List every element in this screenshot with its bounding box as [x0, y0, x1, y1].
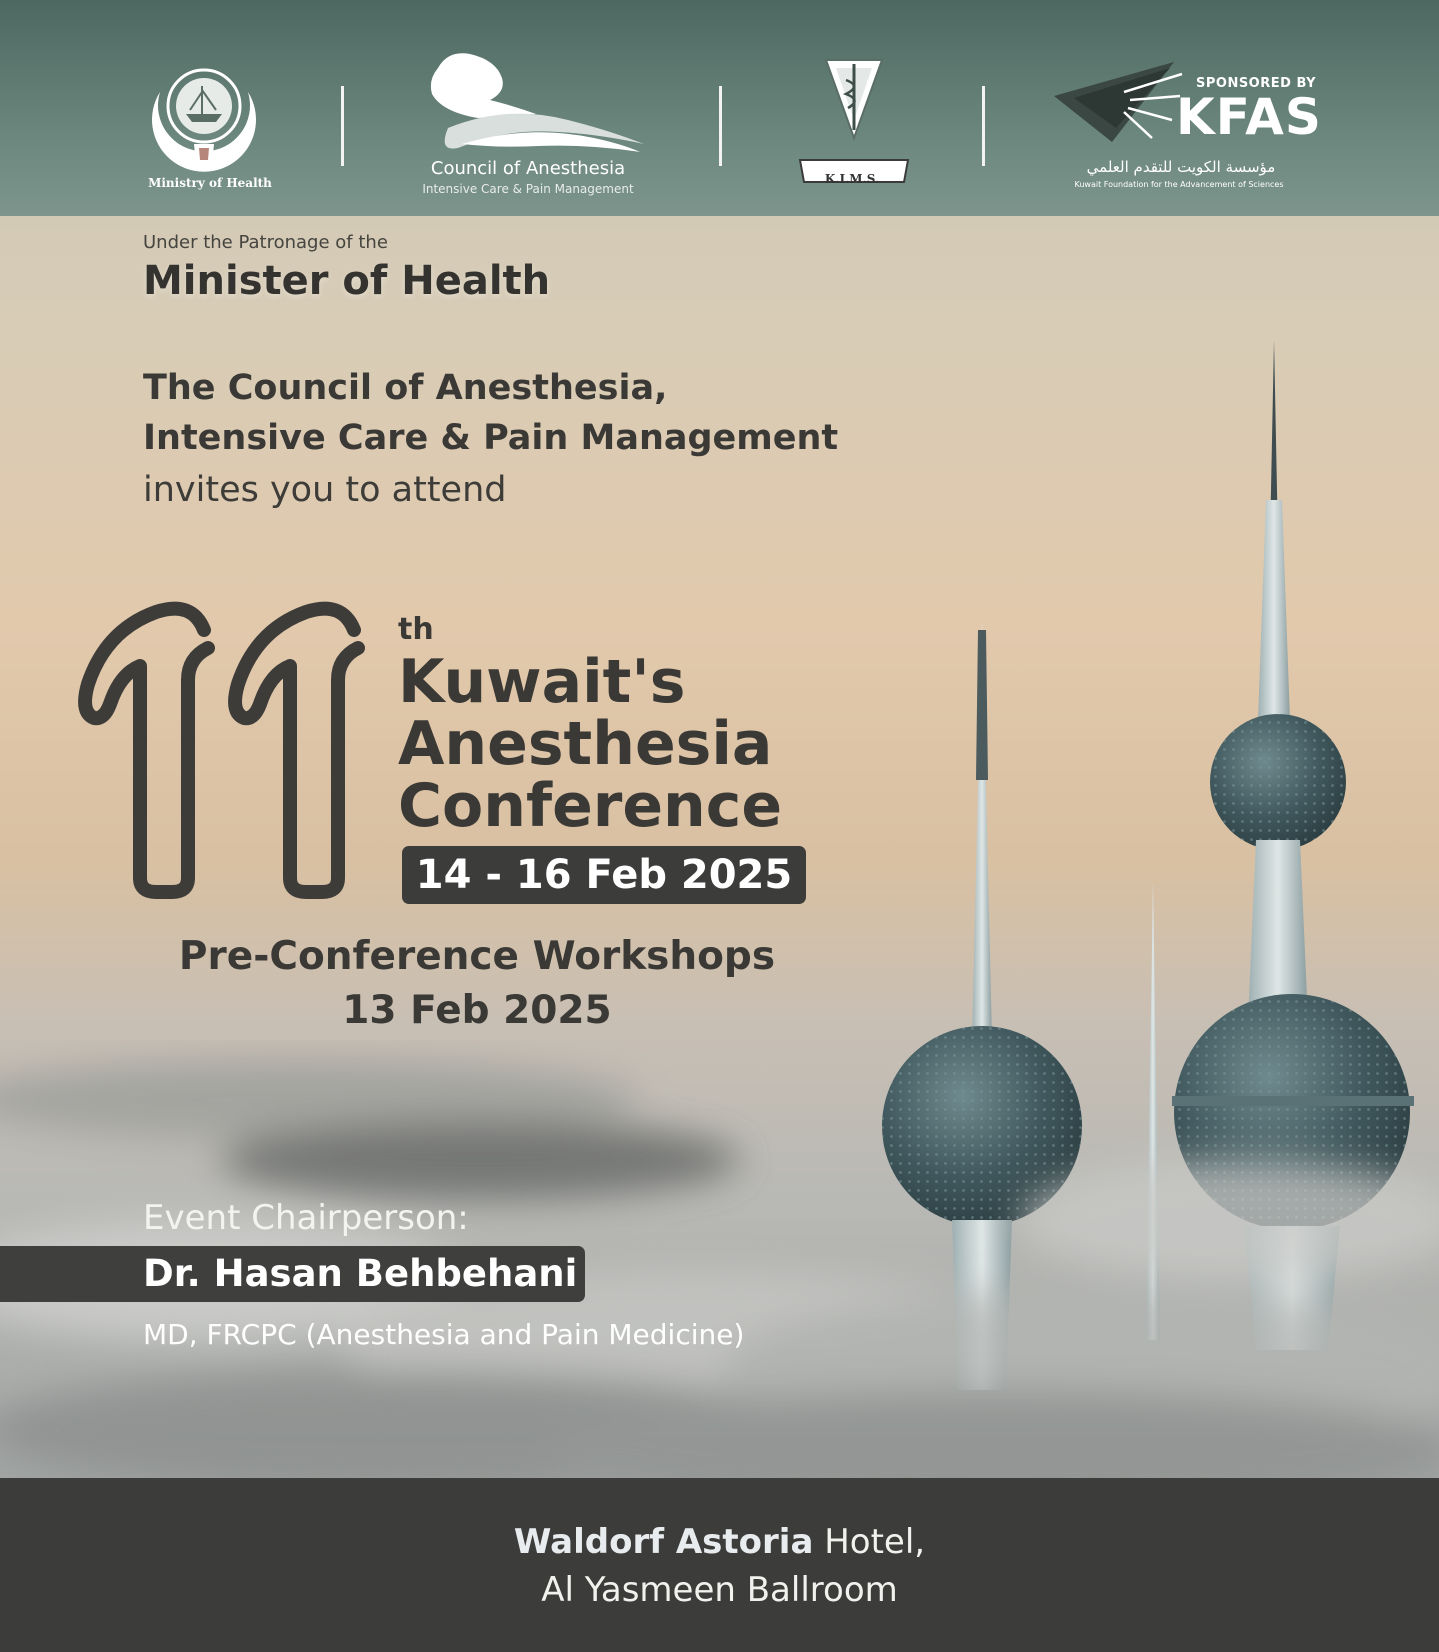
- kfas-name: KFAS: [1176, 88, 1322, 146]
- logo-header: [0, 0, 1439, 216]
- kfas-english-name: Kuwait Foundation for the Advancement of Sciences: [1074, 180, 1284, 189]
- council-logo-label: Council of Anesthesia: [430, 158, 626, 179]
- venue-hotel-name: Waldorf Astoria: [513, 1522, 814, 1562]
- ordinal-suffix: th: [398, 612, 434, 647]
- venue-hotel: [0, 1522, 1439, 1562]
- council-logo-subtitle: Intensive Care & Pain Management: [422, 182, 634, 196]
- council-name-line-1: The Council of Anesthesia,: [143, 368, 668, 408]
- chairperson-credentials: MD, FRCPC (Anesthesia and Pain Medicine): [143, 1318, 745, 1351]
- logo-divider: [719, 86, 722, 166]
- conference-title-line-1: Kuwait's: [398, 647, 686, 717]
- council-of-anesthesia-logo-icon: [418, 48, 646, 158]
- conference-dates-badge: [402, 846, 806, 904]
- logo-divider: [982, 86, 985, 166]
- conference-dates: 14 - 16 Feb 2025: [415, 852, 793, 898]
- eleven-numeral-graphic: [76, 600, 376, 900]
- pre-conference-label: Pre-Conference Workshops: [178, 934, 776, 979]
- chairperson-label: Event Chairperson:: [143, 1198, 469, 1238]
- kims-emblem-icon: [792, 40, 916, 192]
- patronage-title: Minister of Health: [143, 258, 551, 304]
- sponsored-by-label: SPONSORED BY: [1196, 76, 1317, 91]
- chairperson-name: Dr. Hasan Behbehani: [143, 1252, 578, 1295]
- ministry-of-health-label: Ministry of Health: [148, 176, 272, 190]
- pre-conference-date: 13 Feb 2025: [342, 988, 612, 1033]
- venue-hotel-suffix: Hotel,: [813, 1522, 926, 1562]
- ministry-of-health-emblem-icon: [142, 52, 266, 176]
- venue-footer: [0, 1478, 1439, 1652]
- conference-title-line-2: Anesthesia: [398, 709, 773, 779]
- venue-ballroom: Al Yasmeen Ballroom: [541, 1570, 898, 1610]
- conference-title-line-3: Conference: [398, 771, 783, 841]
- invitation-text: invites you to attend: [143, 470, 507, 510]
- logo-divider: [341, 86, 344, 166]
- patronage-intro: Under the Patronage of the: [143, 232, 388, 253]
- kims-label: K.I.M.S.: [824, 172, 880, 186]
- kfas-logo-icon: [1054, 62, 1184, 146]
- council-name-line-2: Intensive Care & Pain Management: [143, 418, 839, 458]
- kfas-arabic-name: مؤسسة الكويت للتقدم العلمي: [1086, 158, 1276, 176]
